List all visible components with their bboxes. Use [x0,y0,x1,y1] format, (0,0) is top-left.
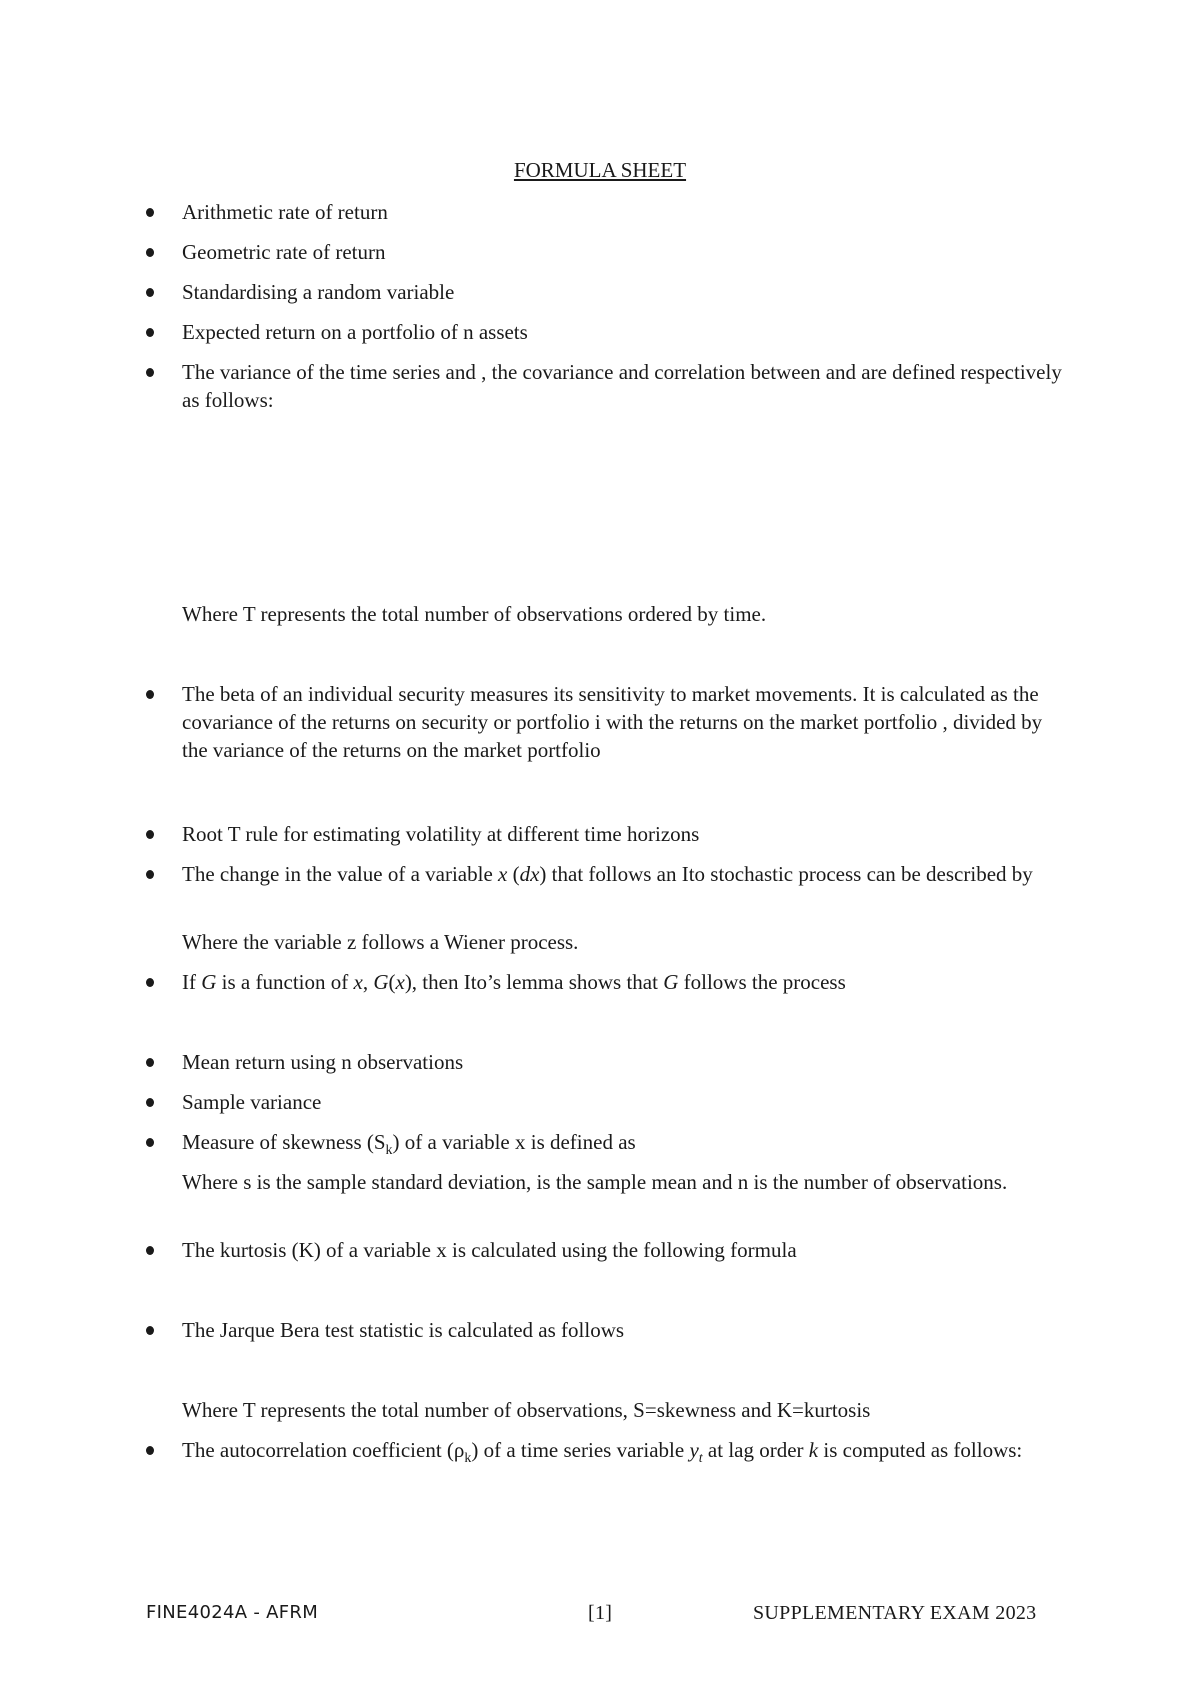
bullet-standardising [182,278,1062,306]
bullet-icon [146,968,154,987]
note-wiener: Where the variable z follows a Wiener process. [182,930,579,954]
bullet-text: Standardising a random variable [182,280,455,304]
bullet-text: Sample variance [182,1090,322,1114]
bullet-text: If G is a function of x, G(x), then Ito’s lemma shows that G follows the process [182,970,846,994]
bullet-text: Measure of skewness $(S_k)$ of a variable x is defined as [182,1130,636,1159]
note-where-t: Where T represents the total number of observations ordered by time. [182,602,767,626]
bullet-icon [146,198,154,217]
bullet-icon [146,1048,154,1067]
bullet-variance [182,358,1062,414]
bullet-kurtosis [182,1236,1062,1264]
note-skew-where: Where s is the sample standard deviation, is the sample mean and n is the number of observations. [182,1170,1008,1194]
footer-exam-label: SUPPLEMENTARY EXAM 2023 [753,1602,1037,1624]
bullet-text: Geometric rate of return [182,240,386,264]
bullet-icon [146,1236,154,1255]
bullet-text: The autocorrelation coefficient $(\rho_k)$ of a time series variable $y_t$ at lag order k is computed as follows: [182,1438,1023,1467]
bullet-text: The kurtosis (K) of a variable x is calculated using the following formula [182,1238,797,1262]
bullet-text: Expected return on a portfolio of n assets [182,320,528,344]
bullet-icon [146,1436,154,1455]
page-title: FORMULA SHEET [513,158,687,182]
bullet-icon [146,278,154,297]
bullet-icon [146,680,154,699]
bullet-text: The Jarque Bera test statistic is calculated as follows [182,1318,625,1342]
bullet-mean-return [182,1048,1062,1076]
bullet-icon [146,1088,154,1107]
bullet-text: The change in the value of a variable x (dx) that follows an Ito stochastic process can be described by [182,862,1033,886]
bullet-expected-return [182,318,1062,346]
bullet-sample-variance [182,1088,1062,1116]
bullet-jarque-bera [182,1316,1062,1344]
bullet-geometric-return [182,238,1062,266]
bullet-icon [146,860,154,879]
bullet-icon [146,318,154,337]
bullet-arithmetic-return [182,198,1062,226]
bullet-root-t [182,820,1062,848]
bullet-icon [146,238,154,257]
footer-page-number: [1] [588,1602,613,1624]
note-jb-where: Where T represents the total number of observations, S=skewness and K=kurtosis [182,1398,871,1422]
bullet-icon [146,820,154,839]
bullet-text: Arithmetic rate of return [182,200,388,224]
bullet-icon [146,1128,154,1147]
bullet-text: The beta of an individual security measures its sensitivity to market movements. It is calculated as the covariance of the returns on security or portfolio i with the returns on the market portfolio , divided by the variance of the returns on the market portfolio [182,682,1043,762]
bullet-icon [146,358,154,377]
bullet-text: The variance of the time series and , the covariance and correlation between and are defined respectively as follows: [182,360,1062,412]
bullet-text: Mean return using n observations [182,1050,464,1074]
bullet-autocorrelation [182,1436,1062,1473]
bullet-skewness [182,1128,1062,1165]
bullet-ito-lemma [182,968,1062,996]
footer-course-code: FINE4024A - AFRM [146,1602,319,1623]
bullet-icon [146,1316,154,1335]
bullet-beta [182,680,1062,764]
bullet-text: Root T rule for estimating volatility at different time horizons [182,822,700,846]
bullet-ito-process [182,860,1062,888]
